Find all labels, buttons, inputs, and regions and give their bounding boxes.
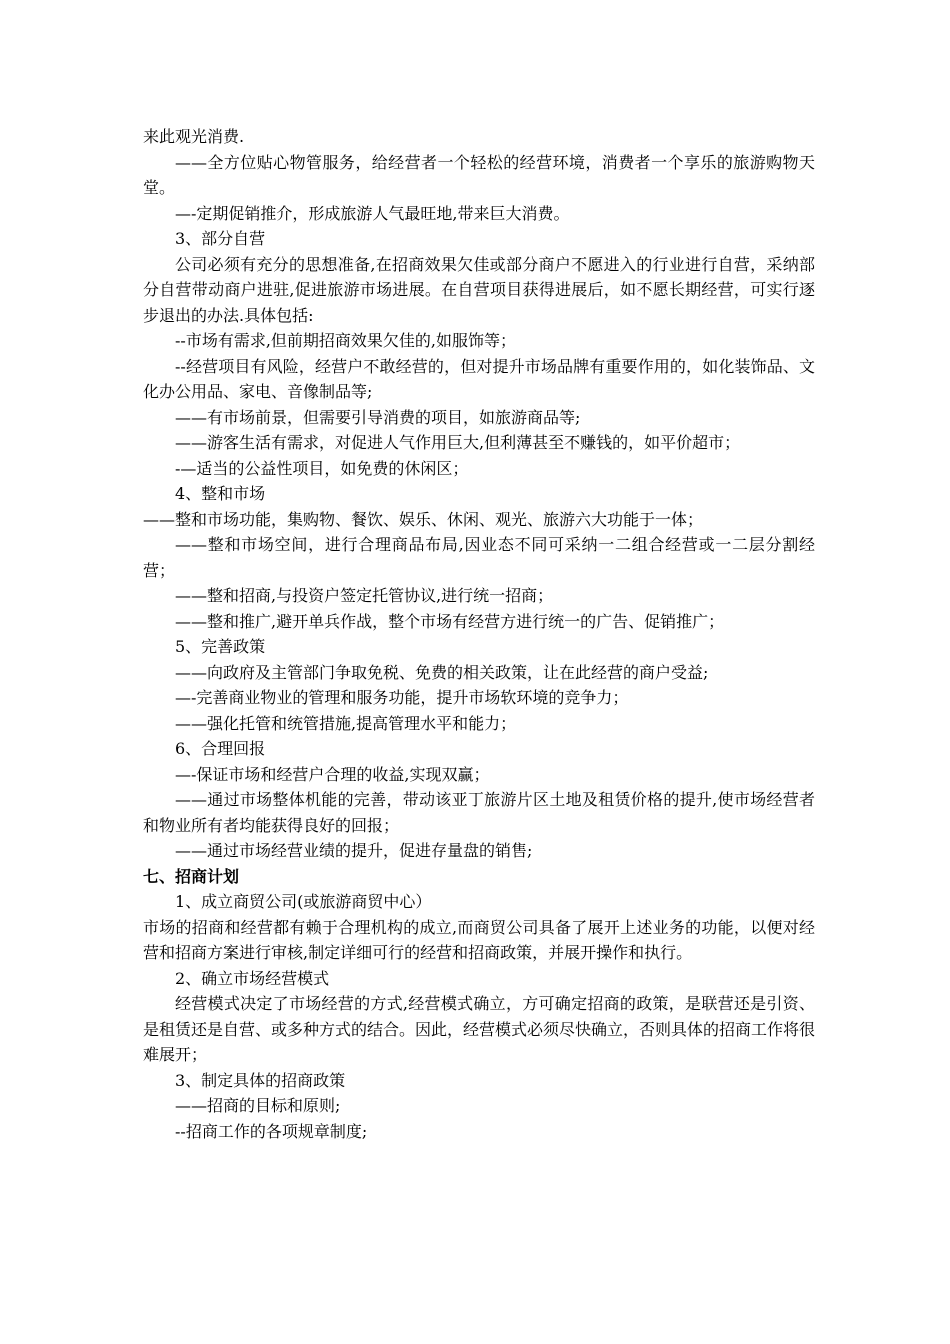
paragraph: 3、制定具体的招商政策: [175, 1070, 346, 1090]
paragraph: 公司必须有充分的思想准备,在招商效果欠佳或部分商户不愿进入的行业进行自营，采纳部分自营带动商户进驻,促进旅游市场进展。在自营项目获得进展后，如不愿长期经营，可实行逐步退出的办法.具体包括:: [143, 254, 815, 325]
paragraph: —-保证市场和经营户合理的收益,实现双赢；: [175, 764, 490, 784]
paragraph: ——通过市场整体机能的完善，带动该亚丁旅游片区土地及租赁价格的提升,使市场经营者和物业所有者均能获得良好的回报；: [143, 790, 815, 835]
paragraph: ——通过市场经营业绩的提升，促进存量盘的销售;: [175, 841, 533, 860]
paragraph: ——向政府及主管部门争取免税、免费的相关政策，让在此经营的商户受益;: [175, 662, 709, 682]
paragraph: 5、完善政策: [175, 637, 266, 656]
paragraph: --经营项目有风险，经营户不敢经营的，但对提升市场品牌有重要作用的，如化装饰品、文化办公用品、家电、音像制品等;: [143, 356, 815, 401]
paragraph: ——强化托管和统管措施,提高管理水平和能力；: [175, 713, 517, 733]
section-body-a: [143, 124, 815, 864]
paragraph: ——游客生活有需求，对促进人气作用巨大,但利薄甚至不赚钱的，如平价超市；: [175, 433, 741, 452]
paragraph: 4、整和市场: [175, 484, 266, 503]
paragraph: 来此观光消费.: [143, 127, 245, 146]
paragraph: ——有市场前景，但需要引导消费的项目，如旅游商品等;: [175, 407, 581, 427]
paragraph: 3、部分自营: [175, 229, 266, 248]
paragraph: ——整和推广,避开单兵作战，整个市场有经营方进行统一的广告、促销推广；: [175, 611, 725, 631]
section-body-b: [143, 889, 815, 1144]
paragraph: ——整和市场功能，集购物、餐饮、娱乐、休闲、观光、旅游六大功能于一体；: [143, 509, 704, 529]
paragraph: —-完善商业物业的管理和服务功能，提升市场软环境的竞争力；: [175, 688, 629, 707]
paragraph: 市场的招商和经营都有赖于合理机构的成立,而商贸公司具备了展开上述业务的功能，以便对经营和招商方案进行审核,制定详细可行的经营和招商政策，并展开操作和执行。: [143, 917, 815, 962]
section-heading: 七、招商计划: [143, 866, 240, 886]
paragraph: ——全方位贴心物管服务，给经营者一个轻松的经营环境，消费者一个享乐的旅游购物天堂。: [143, 152, 815, 197]
paragraph: 2、确立市场经营模式: [175, 968, 330, 988]
paragraph: -—适当的公益性项目，如免费的休闲区；: [175, 458, 469, 478]
paragraph: --招商工作的各项规章制度;: [175, 1121, 368, 1141]
paragraph: ——招商的目标和原则;: [175, 1096, 341, 1115]
paragraph: —-定期促销推介，形成旅游人气最旺地,带来巨大消费。: [175, 203, 570, 223]
paragraph: 6、合理回报: [175, 739, 266, 758]
paragraph: ——整和招商,与投资户签定托管协议,进行统一招商；: [175, 586, 554, 605]
paragraph: 1、成立商贸公司(或旅游商贸中心）: [175, 892, 432, 911]
paragraph: 经营模式决定了市场经营的方式,经营模式确立，方可确定招商的政策，是联营还是引资、是租赁还是自营、或多种方式的结合。因此，经营模式必须尽快确立，否则具体的招商工作将很难展开；: [143, 994, 816, 1064]
document-page: [143, 124, 815, 1144]
paragraph: ——整和市场空间，进行合理商品布局,因业态不同可采纳一二组合经营或一二层分割经营；: [143, 535, 815, 580]
paragraph: --市场有需求,但前期招商效果欠佳的,如服饰等；: [175, 331, 516, 350]
